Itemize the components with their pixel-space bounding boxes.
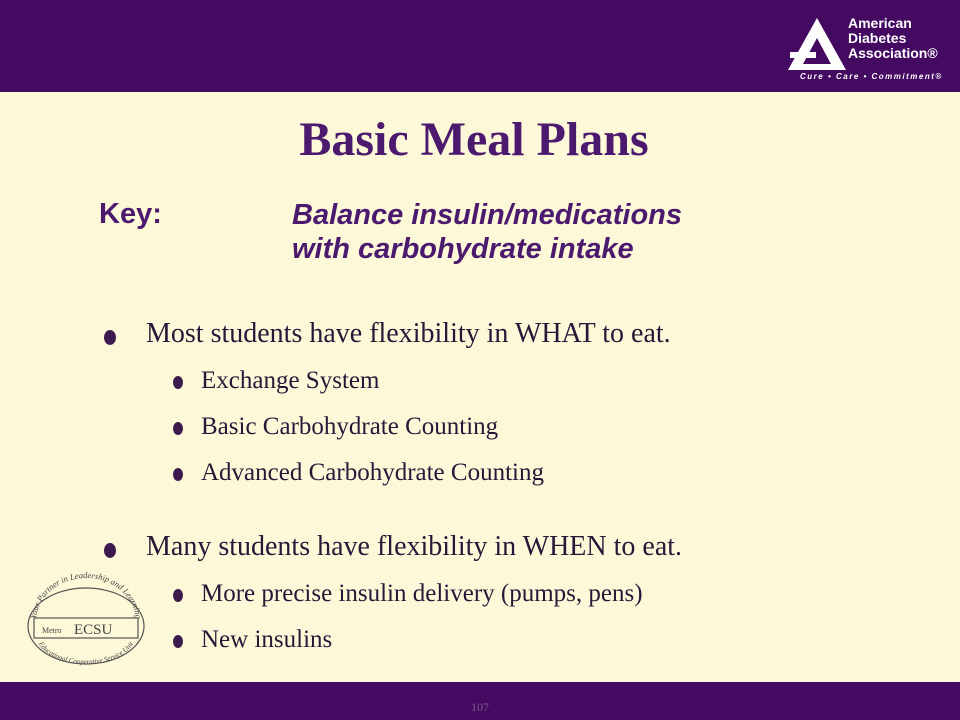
ada-logo-name bbox=[848, 16, 938, 61]
metro-ecsu-seal-logo bbox=[22, 560, 150, 668]
bullet-text: More precise insulin delivery (pumps, pens) bbox=[201, 580, 643, 607]
ada-logo-line: Association® bbox=[848, 45, 938, 61]
seal-arc-text: Your Partner in Leadership and Learning bbox=[28, 569, 144, 620]
bullet-text: Many students have flexibility in WHEN to eat. bbox=[146, 531, 683, 562]
page-number: 107 bbox=[471, 700, 489, 714]
key-line: Balance insulin/medications bbox=[292, 199, 682, 231]
svg-text:Your Partner in Leadership and bbox=[28, 570, 144, 619]
bullet-dot-icon bbox=[173, 376, 183, 389]
ada-logo-line: Diabetes bbox=[848, 30, 907, 46]
bullet-text: Advanced Carbohydrate Counting bbox=[201, 459, 544, 486]
bullet-what-to-eat bbox=[146, 318, 671, 350]
ada-logo bbox=[786, 14, 946, 86]
sub-bullet-precise-insulin-delivery bbox=[201, 580, 643, 608]
sub-bullet-new-insulins bbox=[201, 626, 332, 654]
seal-bottom-text: Educational Cooperative Service Unit bbox=[36, 640, 136, 667]
seal-name-big: ECSU bbox=[74, 622, 113, 638]
bullet-dot-icon bbox=[173, 635, 183, 648]
bullet-text: Basic Carbohydrate Counting bbox=[201, 413, 499, 440]
sub-bullet-advanced-carb-counting bbox=[201, 459, 544, 487]
bullet-text: New insulins bbox=[201, 626, 333, 653]
ada-tagline: Cure • Care • Commitment® bbox=[800, 72, 943, 81]
key-text bbox=[292, 198, 852, 266]
ada-triangle-icon bbox=[786, 16, 848, 72]
seal-name-small: Metro bbox=[42, 626, 62, 635]
ada-logo-line: American bbox=[848, 15, 912, 31]
key-label: Key: bbox=[99, 198, 162, 230]
bullet-text: Exchange System bbox=[201, 367, 380, 394]
bullet-dot-icon bbox=[173, 468, 183, 481]
bullet-dot-icon bbox=[173, 589, 183, 602]
sub-bullet-exchange-system bbox=[201, 367, 379, 395]
bullet-dot-icon bbox=[104, 543, 116, 558]
sub-bullet-basic-carb-counting bbox=[201, 413, 498, 441]
bullet-dot-icon bbox=[173, 422, 183, 435]
slide-title: Basic Meal Plans bbox=[299, 113, 649, 166]
bullet-text: Most students have flexibility in WHAT to eat. bbox=[146, 318, 671, 349]
svg-text:Educational Cooperative Servic bbox=[36, 639, 135, 666]
bullet-dot-icon bbox=[104, 330, 116, 345]
key-line: with carbohydrate intake bbox=[292, 233, 634, 265]
bullet-when-to-eat bbox=[146, 531, 682, 563]
